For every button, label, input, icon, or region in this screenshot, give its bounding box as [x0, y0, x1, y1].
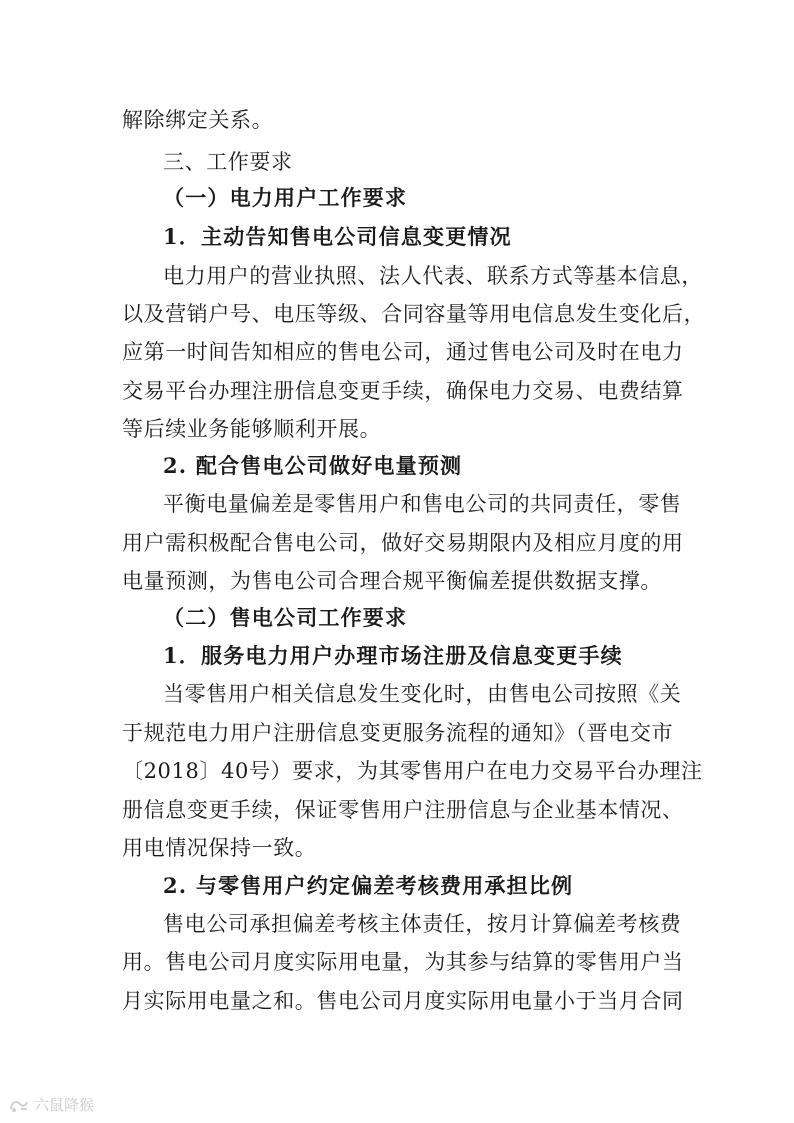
paragraph-line: 售电公司承担偏差考核主体责任，按月计算偏差考核费: [163, 912, 682, 936]
paragraph-line: 应第一时间告知相应的售电公司，通过售电公司及时在电力: [122, 340, 684, 364]
paragraph-line: 用户需积极配合售电公司，做好交易期限内及相应月度的用: [122, 531, 684, 555]
item-heading: 1．服务电力用户办理市场注册及信息变更手续: [163, 643, 623, 668]
item-heading: 1．主动告知售电公司信息变更情况: [163, 224, 512, 249]
item-heading: 2. 与零售用户约定偏差考核费用承担比例: [163, 873, 574, 898]
paragraph-line: 用电情况保持一致。: [122, 836, 317, 860]
paragraph-line: 〔2018〕40号）要求，为其零售用户在电力交易平台办理注: [122, 759, 703, 783]
watermark-text: 六鼠降猴: [34, 1096, 95, 1114]
paragraph-line: 等后续业务能够顺利开展。: [122, 417, 382, 441]
paragraph-line: 册信息变更手续，保证零售用户注册信息与企业基本情况、: [122, 798, 684, 822]
paragraph-line: 电力用户的营业执照、法人代表、联系方式等基本信息，: [163, 264, 703, 288]
section-heading: 三、工作要求: [163, 150, 293, 174]
paragraph-line: 平衡电量偏差是零售用户和售电公司的共同责任，零售: [163, 492, 682, 516]
subsection-heading: （一）电力用户工作要求: [163, 185, 408, 210]
paragraph-line: 交易平台办理注册信息变更手续，确保电力交易、电费结算: [122, 379, 684, 403]
subsection-heading: （二）售电公司工作要求: [163, 605, 408, 630]
paragraph-line: 月实际用电量之和。售电公司月度实际用电量小于当月合同: [122, 989, 684, 1013]
item-heading: 2. 配合售电公司做好电量预测: [163, 453, 463, 478]
paragraph-line: 电量预测，为售电公司合理合规平衡偏差提供数据支撑。: [122, 569, 662, 593]
paragraph-line: 解除绑定关系。: [122, 108, 274, 132]
watermark-logo-icon: [8, 1097, 30, 1113]
paragraph-line: 当零售用户相关信息发生变化时，由售电公司按照《关: [163, 682, 682, 706]
paragraph-line: 用。售电公司月度实际用电量，为其参与结算的零售用户当: [122, 950, 684, 974]
watermark: [8, 1094, 94, 1115]
paragraph-line: 以及营销户号、电压等级、合同容量等用电信息发生变化后，: [122, 302, 706, 326]
paragraph-line: 于规范电力用户注册信息变更服务流程的通知》（晋电交市: [122, 721, 674, 745]
